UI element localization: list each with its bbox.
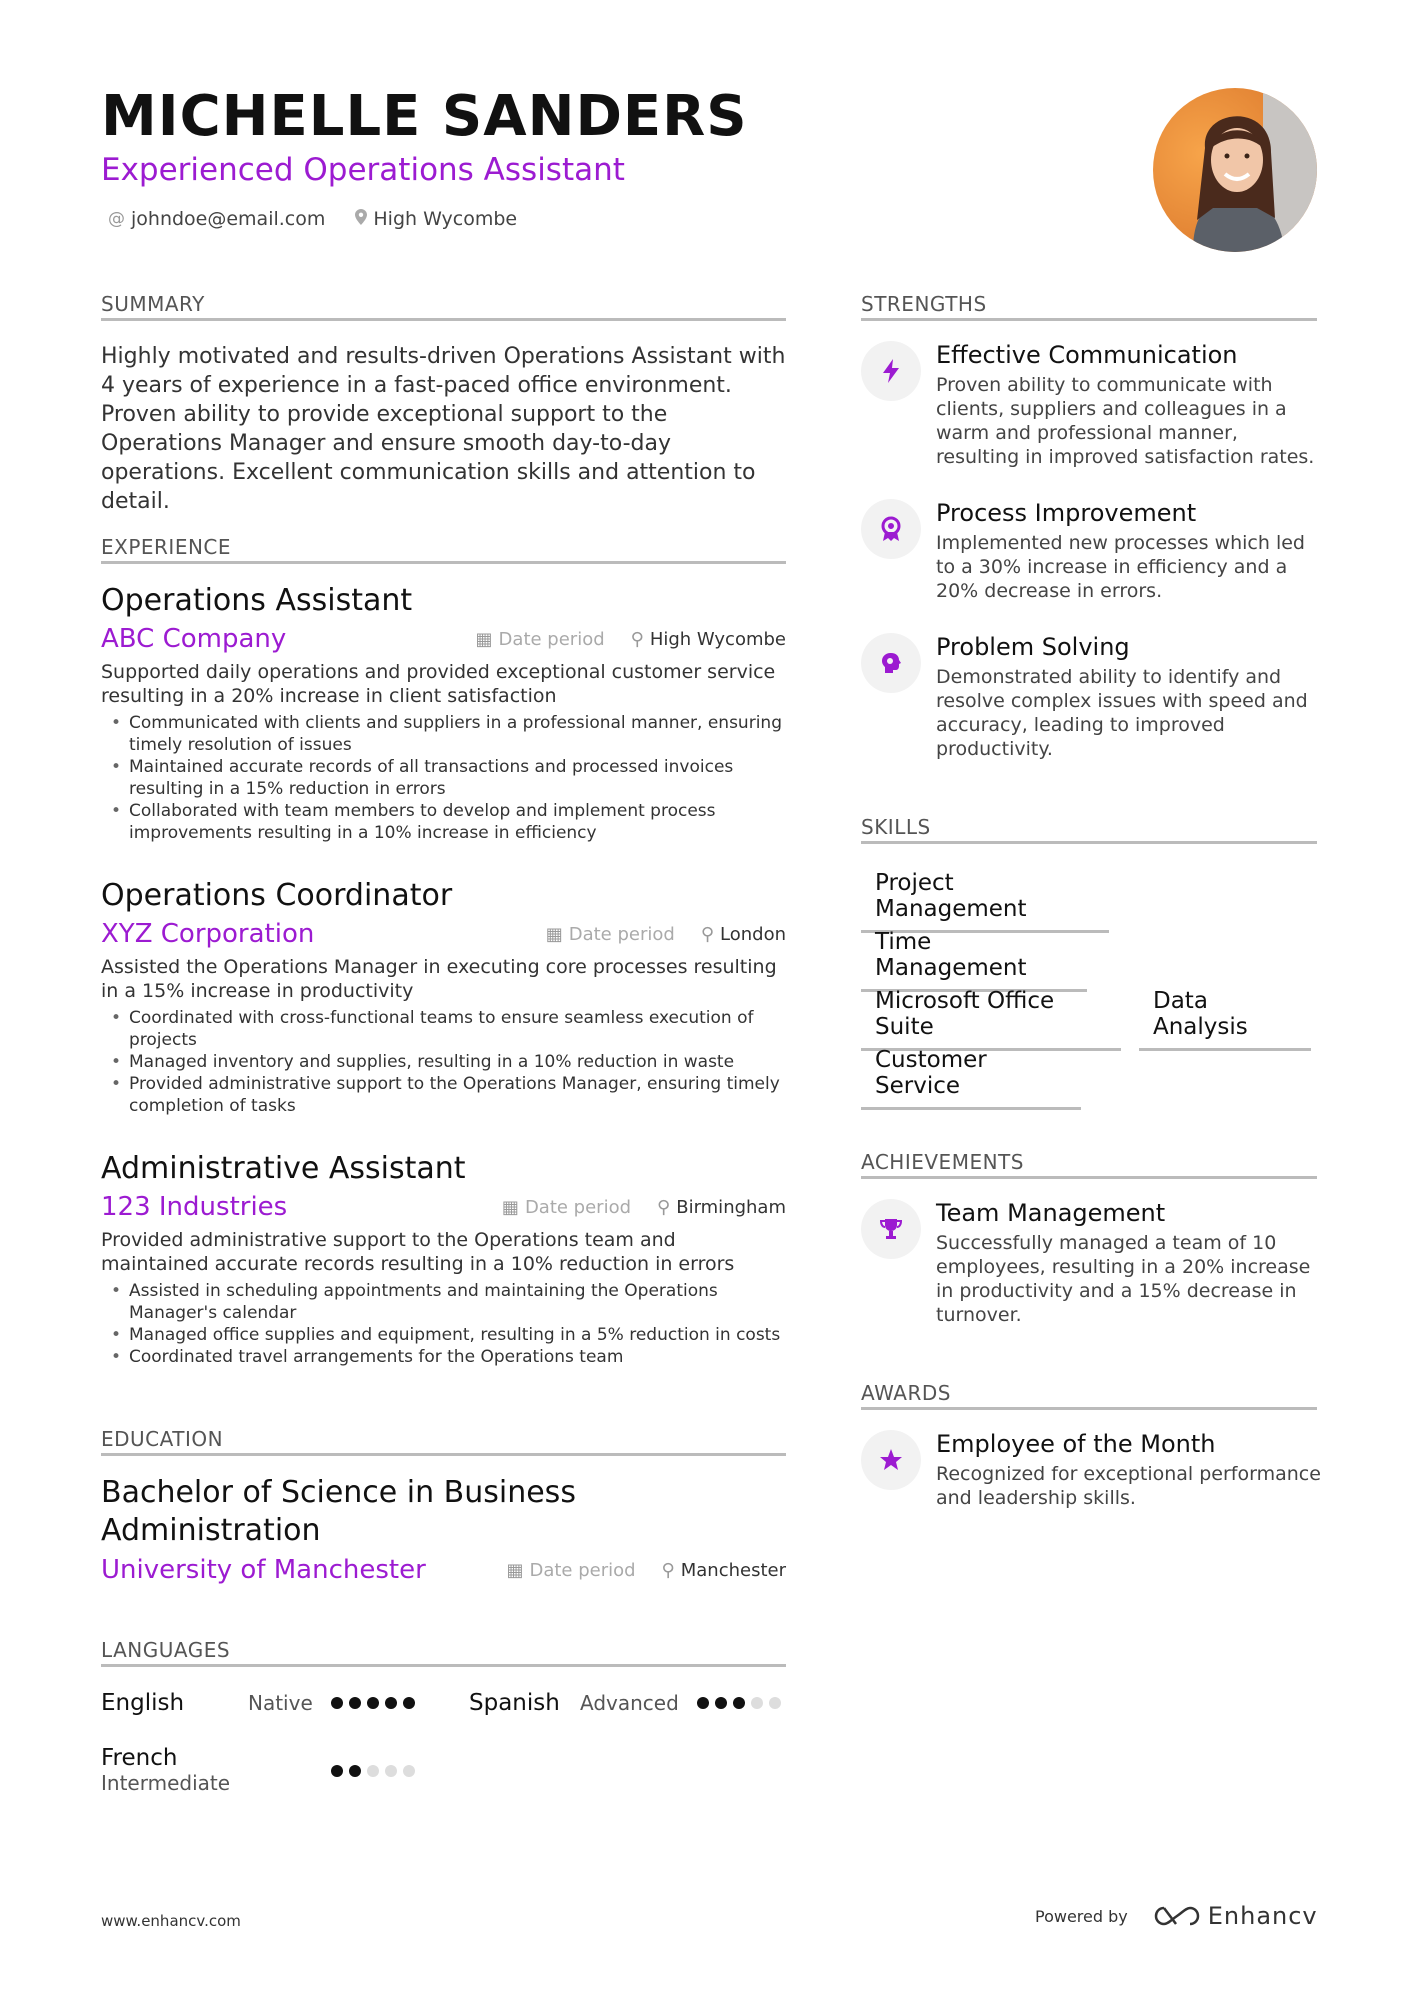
job-date: ▦ Date period: [475, 628, 605, 650]
strength-item: [861, 633, 1321, 761]
skill-tag: Project Management: [861, 870, 1109, 933]
strength-title: Process Improvement: [936, 499, 1197, 527]
language-rating: [331, 1697, 415, 1709]
rating-dot-empty: [403, 1765, 415, 1777]
summary-text: Highly motivated and results-driven Operations Assistant with 4 years of experience in a fast-paced office environment. Proven ability to provide exceptional support to the Operations Manager and ensure smooth day-to-day operations. Excellent communication skills and attention to detail.: [101, 344, 786, 514]
language-name: Spanish: [469, 1690, 560, 1716]
rating-dot-filled: [331, 1697, 343, 1709]
job-subheader: [101, 919, 786, 949]
enhancv-logo-icon: [1154, 1905, 1200, 1927]
language-rating: [697, 1697, 781, 1709]
job-location: ⚲ Birmingham: [657, 1196, 786, 1218]
rating-dot-filled: [385, 1697, 397, 1709]
location-pin-icon: ⚲: [657, 1196, 671, 1218]
rating-dot-filled: [367, 1697, 379, 1709]
bullet-item: • Collaborated with team members to develop and implement process improvements resulting in a 10% increase in efficiency: [101, 800, 786, 844]
contact-location: [355, 208, 517, 230]
location-pin-icon: [355, 209, 367, 230]
summary-heading: SUMMARY: [101, 292, 786, 321]
at-icon: @: [108, 209, 125, 229]
job-subheader: [101, 1192, 786, 1222]
calendar-icon: ▦: [501, 1196, 519, 1218]
job-meta: [502, 1197, 786, 1218]
achievement-item: [861, 1199, 1321, 1327]
award-ribbon-icon: [861, 499, 921, 559]
language-name: French: [101, 1745, 178, 1771]
strength-desc: Proven ability to communicate with clients, suppliers and colleagues in a warm and professional manner, resulting in improved satisfaction rates.: [936, 374, 1315, 468]
education-degree: Bachelor of Science in Business Administration: [101, 1475, 576, 1548]
strength-desc: Implemented new processes which led to a 30% increase in efficiency and a 20% decrease in errors.: [936, 532, 1305, 602]
job-title: Administrative Assistant: [101, 1151, 466, 1186]
education-location: ⚲ Manchester: [661, 1559, 786, 1581]
calendar-icon: ▦: [545, 923, 563, 945]
job-bullets: [101, 1007, 786, 1117]
job-title: Operations Assistant: [101, 583, 413, 618]
calendar-icon: ▦: [506, 1559, 524, 1581]
strength-item: [861, 499, 1321, 603]
language-level: Advanced: [580, 1691, 679, 1715]
footer-website[interactable]: www.enhancv.com: [101, 1912, 241, 1930]
bullet-item: • Maintained accurate records of all transactions and processed invoices resulting in a 15% reduction in errors: [101, 756, 786, 800]
achievements-heading: ACHIEVEMENTS: [861, 1150, 1317, 1179]
language-rating: [331, 1765, 415, 1777]
candidate-name: MICHELLE SANDERS: [101, 84, 748, 149]
company-name: 123 Industries: [101, 1192, 288, 1222]
bullet-item: • Managed inventory and supplies, resulting in a 10% reduction in waste: [101, 1051, 786, 1073]
award-item: [861, 1430, 1321, 1510]
job-entry: [101, 583, 786, 844]
trophy-icon: [861, 1199, 921, 1259]
email-text: johndoe@email.com: [131, 208, 326, 230]
strength-desc: Demonstrated ability to identify and resolve complex issues with speed and accuracy, leading to improved productivity.: [936, 666, 1308, 760]
education-heading: EDUCATION: [101, 1427, 786, 1456]
strength-title: Effective Communication: [936, 341, 1238, 369]
profile-photo: [1153, 88, 1317, 252]
job-meta: [546, 924, 786, 945]
brain-head-icon: [861, 633, 921, 693]
rating-dot-filled: [349, 1697, 361, 1709]
awards-heading: AWARDS: [861, 1381, 1317, 1410]
lightning-icon: [861, 341, 921, 401]
job-entry: [101, 1151, 786, 1368]
job-title: Operations Coordinator: [101, 878, 453, 913]
skills-heading: SKILLS: [861, 815, 1317, 844]
job-entry: [101, 878, 786, 1117]
job-subheader: [101, 624, 786, 654]
bullet-item: • Assisted in scheduling appointments and maintaining the Operations Manager's calendar: [101, 1280, 786, 1324]
skill-tag: Time Management: [861, 929, 1087, 992]
skill-tag: Microsoft Office Suite: [861, 988, 1121, 1051]
bullet-item: • Communicated with clients and suppliers in a professional manner, ensuring timely resolution of issues: [101, 712, 786, 756]
language-item: [101, 1745, 415, 1795]
rating-dot-filled: [715, 1697, 727, 1709]
achievement-title: Team Management: [936, 1199, 1166, 1227]
language-name: English: [101, 1690, 185, 1716]
skill-tag: Data Analysis: [1139, 988, 1311, 1051]
contact-email[interactable]: [108, 208, 325, 230]
school-name: University of Manchester: [101, 1555, 426, 1585]
contact-info: [108, 208, 517, 230]
job-location: ⚲ High Wycombe: [630, 628, 786, 650]
location-pin-icon: ⚲: [661, 1559, 675, 1581]
candidate-title: Experienced Operations Assistant: [101, 152, 625, 188]
rating-dot-empty: [769, 1697, 781, 1709]
company-name: XYZ Corporation: [101, 919, 315, 949]
job-description: Provided administrative support to the Operations team and maintained accurate records resulting in a 10% reduction in errors: [101, 1229, 735, 1275]
job-bullets: [101, 1280, 786, 1368]
education-date: ▦ Date period: [506, 1559, 636, 1581]
strengths-heading: STRENGTHS: [861, 292, 1317, 321]
rating-dot-empty: [367, 1765, 379, 1777]
experience-heading: EXPERIENCE: [101, 535, 786, 564]
education-meta: [506, 1560, 786, 1581]
star-icon: [861, 1430, 921, 1490]
achievement-desc: Successfully managed a team of 10 employees, resulting in a 20% increase in productivity and a 15% decrease in turnover.: [936, 1232, 1311, 1326]
language-text: [101, 1745, 331, 1795]
bullet-item: • Managed office supplies and equipment, resulting in a 5% reduction in costs: [101, 1324, 786, 1346]
brand-name: Enhancv: [1207, 1902, 1318, 1930]
job-location: ⚲ London: [700, 923, 786, 945]
location-pin-icon: ⚲: [630, 628, 644, 650]
rating-dot-filled: [697, 1697, 709, 1709]
bullet-item: • Coordinated travel arrangements for the Operations team: [101, 1346, 786, 1368]
job-description: Supported daily operations and provided exceptional customer service resulting in a 20% increase in client satisfaction: [101, 661, 776, 707]
rating-dot-empty: [751, 1697, 763, 1709]
language-level: Intermediate: [101, 1771, 231, 1795]
rating-dot-filled: [331, 1765, 343, 1777]
company-name: ABC Company: [101, 624, 287, 654]
job-meta: [476, 629, 786, 650]
language-item: [101, 1690, 415, 1716]
strength-item: [861, 341, 1321, 469]
strength-title: Problem Solving: [936, 633, 1130, 661]
job-date: ▦ Date period: [545, 923, 675, 945]
languages-heading: LANGUAGES: [101, 1638, 786, 1667]
location-text: High Wycombe: [373, 208, 518, 230]
bullet-item: • Provided administrative support to the Operations Manager, ensuring timely completion of tasks: [101, 1073, 786, 1117]
bullet-item: • Coordinated with cross-functional teams to ensure seamless execution of projects: [101, 1007, 786, 1051]
calendar-icon: ▦: [475, 628, 493, 650]
job-description: Assisted the Operations Manager in executing core processes resulting in a 15% increase in productivity: [101, 956, 777, 1002]
location-pin-icon: ⚲: [700, 923, 715, 945]
footer-branding: [1035, 1902, 1318, 1930]
award-title: Employee of the Month: [936, 1430, 1216, 1458]
job-date: ▦ Date period: [501, 1196, 632, 1218]
skill-tag: Customer Service: [861, 1047, 1081, 1110]
powered-by-label: Powered by: [1035, 1906, 1128, 1926]
language-level: Native: [248, 1691, 313, 1715]
rating-dot-filled: [349, 1765, 361, 1777]
rating-dot-empty: [385, 1765, 397, 1777]
rating-dot-filled: [403, 1697, 415, 1709]
job-bullets: [101, 712, 786, 844]
language-item: [469, 1690, 781, 1716]
rating-dot-filled: [733, 1697, 745, 1709]
education-subheader: [101, 1555, 786, 1585]
award-desc: Recognized for exceptional performance and leadership skills.: [936, 1463, 1321, 1509]
enhancv-logo[interactable]: [1154, 1902, 1318, 1930]
